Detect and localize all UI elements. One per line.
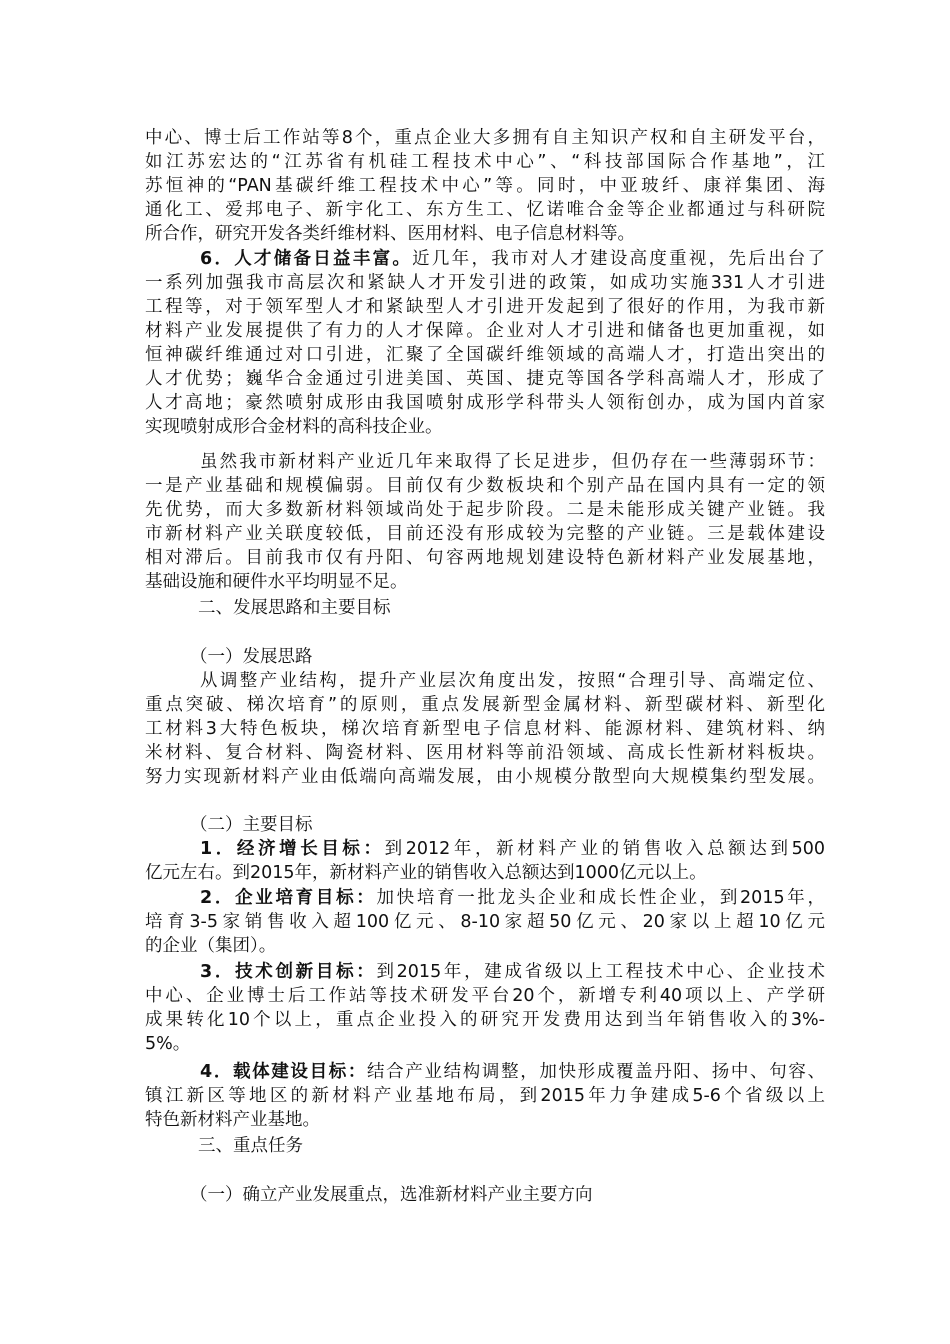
text-line: 如江苏宏达的“江苏省有机硅工程技术中心”、“科技部国际合作基地”，江 [145, 152, 825, 172]
text-line: 中心、企业博士后工作站等技术研发平台20个，新增专利40项以上、产学研 [145, 986, 825, 1006]
text-line: 一系列加强我市高层次和紧缺人才开发引进的政策，如成功实施331人才引进 [145, 273, 825, 293]
text-line: 成果转化10个以上，重点企业投入的研究开发费用达到当年销售收入的3%- [145, 1010, 825, 1030]
text-line: 市新材料产业关联度较低，目前还没有形成较为完整的产业链。三是载体建设 [145, 524, 825, 544]
goal-4-first-line [200, 1060, 825, 1084]
text-line: 虽然我市新材料产业近几年来取得了长足进步，但仍存在一些薄弱环节： [200, 452, 825, 472]
text-line: 人才高地；豪然喷射成形由我国喷射成形学科带头人领衔创办，成为国内首家 [145, 393, 825, 413]
text-line: 亿元左右。到2015年，新材料产业的销售收入总额达到1000亿元以上。 [145, 863, 707, 883]
text-line: 米材料、复合材料、陶瓷材料、医用材料等前沿领域、高成长性新材料板块。 [145, 743, 825, 763]
goal-1-first-line [200, 837, 825, 861]
subsection-heading: （二）主要目标 [190, 815, 313, 835]
text-line: 工程等，对于领军型人才和紧缺型人才引进开发起到了很好的作用，为我市新 [145, 297, 825, 317]
text-line: 的企业（集团）。 [145, 936, 277, 956]
text-span: 到2015年，建成省级以上工程技术中心、企业技术 [376, 962, 825, 982]
subsection-heading: （一）确立产业发展重点，选准新材料产业主要方向 [190, 1185, 593, 1205]
text-line: 5%。 [145, 1034, 191, 1054]
goal-3-first-line [200, 960, 825, 984]
text-line: 材料产业发展提供了有力的人才保障。企业对人才引进和储备也更加重视，如 [145, 321, 825, 341]
section-heading: 二、发展思路和主要目标 [198, 598, 391, 618]
goal-2-first-line [200, 886, 825, 910]
text-line: 相对滞后。目前我市仅有丹阳、句容两地规划建设特色新材料产业发展基地， [145, 548, 825, 568]
text-line: 特色新材料产业基地。 [145, 1110, 320, 1130]
text-line: 苏恒神的“PAN基碳纤维工程技术中心”等。同时，中亚玻纤、康祥集团、海 [145, 176, 825, 196]
goal-heading: 2．企业培育目标： [200, 888, 377, 908]
text-line: 先优势，而大多数新材料领域尚处于起步阶段。二是未能形成关键产业链。我 [145, 500, 825, 520]
section-heading: 三、重点任务 [198, 1136, 303, 1156]
text-span: 近几年，我市对人才建设高度重视，先后出台了 [412, 249, 826, 269]
text-line: 基础设施和硬件水平均明显不足。 [145, 572, 408, 592]
talent-heading: 6．人才储备日益丰富。 [200, 249, 413, 269]
text-line: 工材料3大特色板块，梯次培育新型电子信息材料、能源材料、建筑材料、纳 [145, 719, 825, 739]
text-span: 到2012年，新材料产业的销售收入总额达到500 [384, 839, 825, 859]
text-line: 实现喷射成形合金材料的高科技企业。 [145, 417, 443, 437]
goal-heading: 4．载体建设目标： [200, 1062, 368, 1082]
text-line: 镇江新区等地区的新材料产业基地布局，到2015年力争建成5-6个省级以上 [145, 1086, 825, 1106]
goal-heading: 3．技术创新目标： [200, 962, 377, 982]
goal-heading: 1．经济增长目标： [200, 839, 385, 859]
text-line: 从调整产业结构，提升产业层次角度出发，按照“合理引导、高端定位、 [200, 671, 825, 691]
text-line: 努力实现新材料产业由低端向高端发展，由小规模分散型向大规模集约型发展。 [145, 767, 825, 787]
text-span: 加快培育一批龙头企业和成长性企业，到2015年， [376, 888, 825, 908]
talent-paragraph-first-line [200, 247, 825, 271]
text-span: 结合产业结构调整，加快形成覆盖丹阳、扬中、句容、 [367, 1062, 825, 1082]
text-line: 重点突破、梯次培育”的原则，重点发展新型金属材料、新型碳材料、新型化 [145, 695, 825, 715]
subsection-heading: （一）发展思路 [190, 647, 313, 667]
text-line: 人才优势；巍华合金通过引进美国、英国、捷克等国各学科高端人才，形成了 [145, 369, 825, 389]
text-line: 所合作，研究开发各类纤维材料、医用材料、电子信息材料等。 [145, 224, 635, 244]
text-line: 一是产业基础和规模偏弱。目前仅有少数板块和个别产品在国内具有一定的领 [145, 476, 825, 496]
text-line: 培育3-5家销售收入超100亿元、8-10家超50亿元、20家以上超10亿元 [145, 912, 825, 932]
text-line: 通化工、爱邦电子、新宇化工、东方生工、忆诺唯合金等企业都通过与科研院 [145, 200, 825, 220]
text-line: 中心、博士后工作站等8个，重点企业大多拥有自主知识产权和自主研发平台， [145, 128, 825, 148]
text-line: 恒神碳纤维通过对口引进，汇聚了全国碳纤维领域的高端人才，打造出突出的 [145, 345, 825, 365]
